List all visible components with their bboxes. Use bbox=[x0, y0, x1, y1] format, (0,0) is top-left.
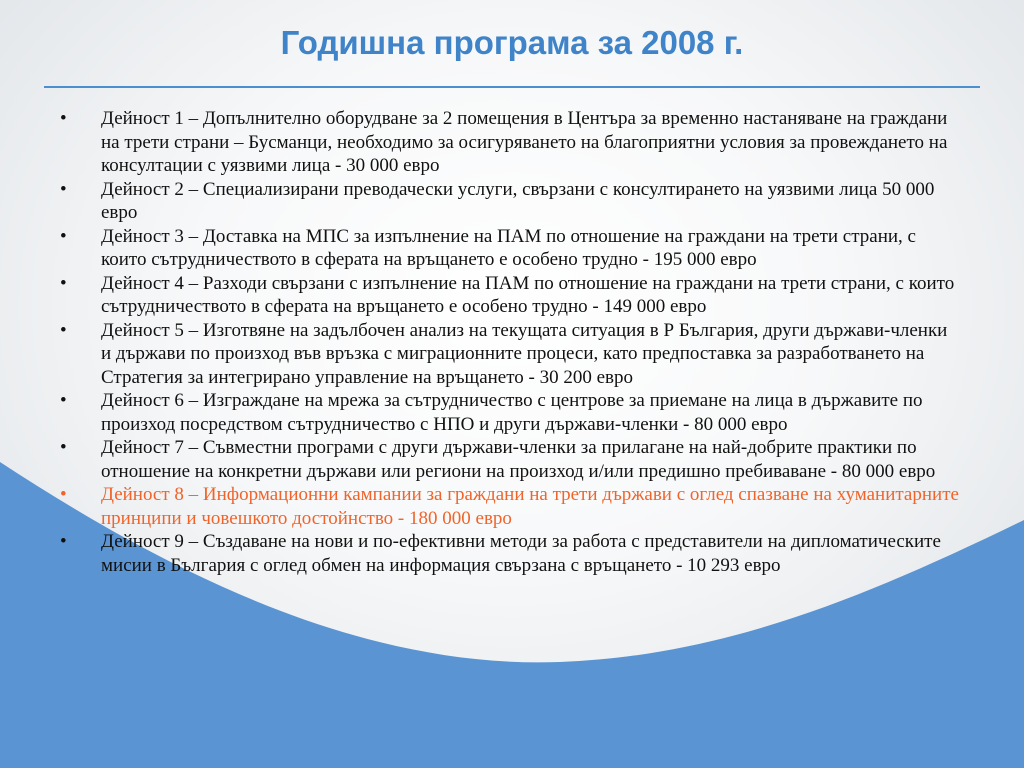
activity-text: Дейност 9 – Създаване на нови и по-ефективни методи за работа с представители на дипломатическите мисии в България с оглед обмен на информация свързана с връщането - 10 293 евро bbox=[101, 531, 941, 576]
activity-text: Дейност 1 – Допълнително оборудване за 2 помещения в Центъра за временно настаняване на граждани на трети страни – Бусманци, необходимо за осигуряването на благоприятни условия за провеждането на консултации с уязвими лица - 30 000 евро bbox=[101, 108, 948, 176]
list-item-activity-6 bbox=[56, 389, 962, 436]
list-item-activity-8-highlighted bbox=[56, 483, 962, 530]
list-item-activity-1 bbox=[56, 107, 962, 178]
bullet-icon: • bbox=[60, 225, 67, 247]
activity-text: Дейност 7 – Съвместни програми с други държави-членки за прилагане на най-добрите практики по отношение на конкретни държави или региони на произход и/или предишно пребиваване - 80 000 евро bbox=[101, 437, 936, 482]
bullet-icon: • bbox=[60, 390, 67, 411]
activity-text: Дейност 4 – Разходи свързани с изпълнение на ПАМ по отношение на граждани на трети страни, с които сътрудничеството в сферата на връщането е особено трудно - 149 000 евро bbox=[101, 272, 955, 317]
activity-text: Дейност 6 – Изграждане на мрежа за сътрудничество с центрове за приемане на лица в държавите по произход посредством сътрудничество с НПО и други държави-членки - 80 000 евро bbox=[101, 390, 923, 435]
bullet-icon: • bbox=[60, 319, 67, 341]
title-divider bbox=[44, 86, 980, 88]
bullet-icon: • bbox=[60, 437, 67, 458]
bullet-icon: • bbox=[60, 272, 67, 294]
activity-text: Дейност 3 – Доставка на МПС за изпълнение на ПАМ по отношение на граждани на трети страни, с които сътрудничеството в сферата на връщането е особено трудно - 195 000 евро bbox=[101, 225, 916, 270]
list-item-activity-9 bbox=[56, 530, 962, 577]
bullet-icon: • bbox=[60, 484, 67, 505]
list-item-activity-7 bbox=[56, 436, 962, 483]
activity-list bbox=[56, 107, 962, 577]
list-item-activity-2 bbox=[56, 178, 962, 225]
bullet-icon: • bbox=[60, 108, 67, 129]
list-item-activity-4 bbox=[56, 272, 962, 319]
bullet-icon: • bbox=[60, 178, 67, 200]
list-item-activity-3 bbox=[56, 225, 962, 272]
activity-text: Дейност 2 – Специализирани преводачески услуги, свързани с консултирането на уязвими лица 50 000 евро bbox=[101, 178, 935, 223]
list-item-activity-5 bbox=[56, 319, 962, 390]
bullet-icon: • bbox=[60, 531, 67, 552]
activity-text: Дейност 5 – Изготвяне на задълбочен анализ на текущата ситуация в Р България, други държави-членки и държави по произход във връзка с миграционните процеси, като предпоставка за разработването на Стратегия за интегрирано управление на връщането - 30 200 евро bbox=[101, 319, 948, 388]
activity-text: Дейност 8 – Информационни кампании за граждани на трети държави с оглед спазване на хуманитарните принципи и човешкото достойнство - 180 000 евро bbox=[101, 484, 959, 529]
slide-title: Годишна програма за 2008 г. bbox=[280, 24, 744, 61]
